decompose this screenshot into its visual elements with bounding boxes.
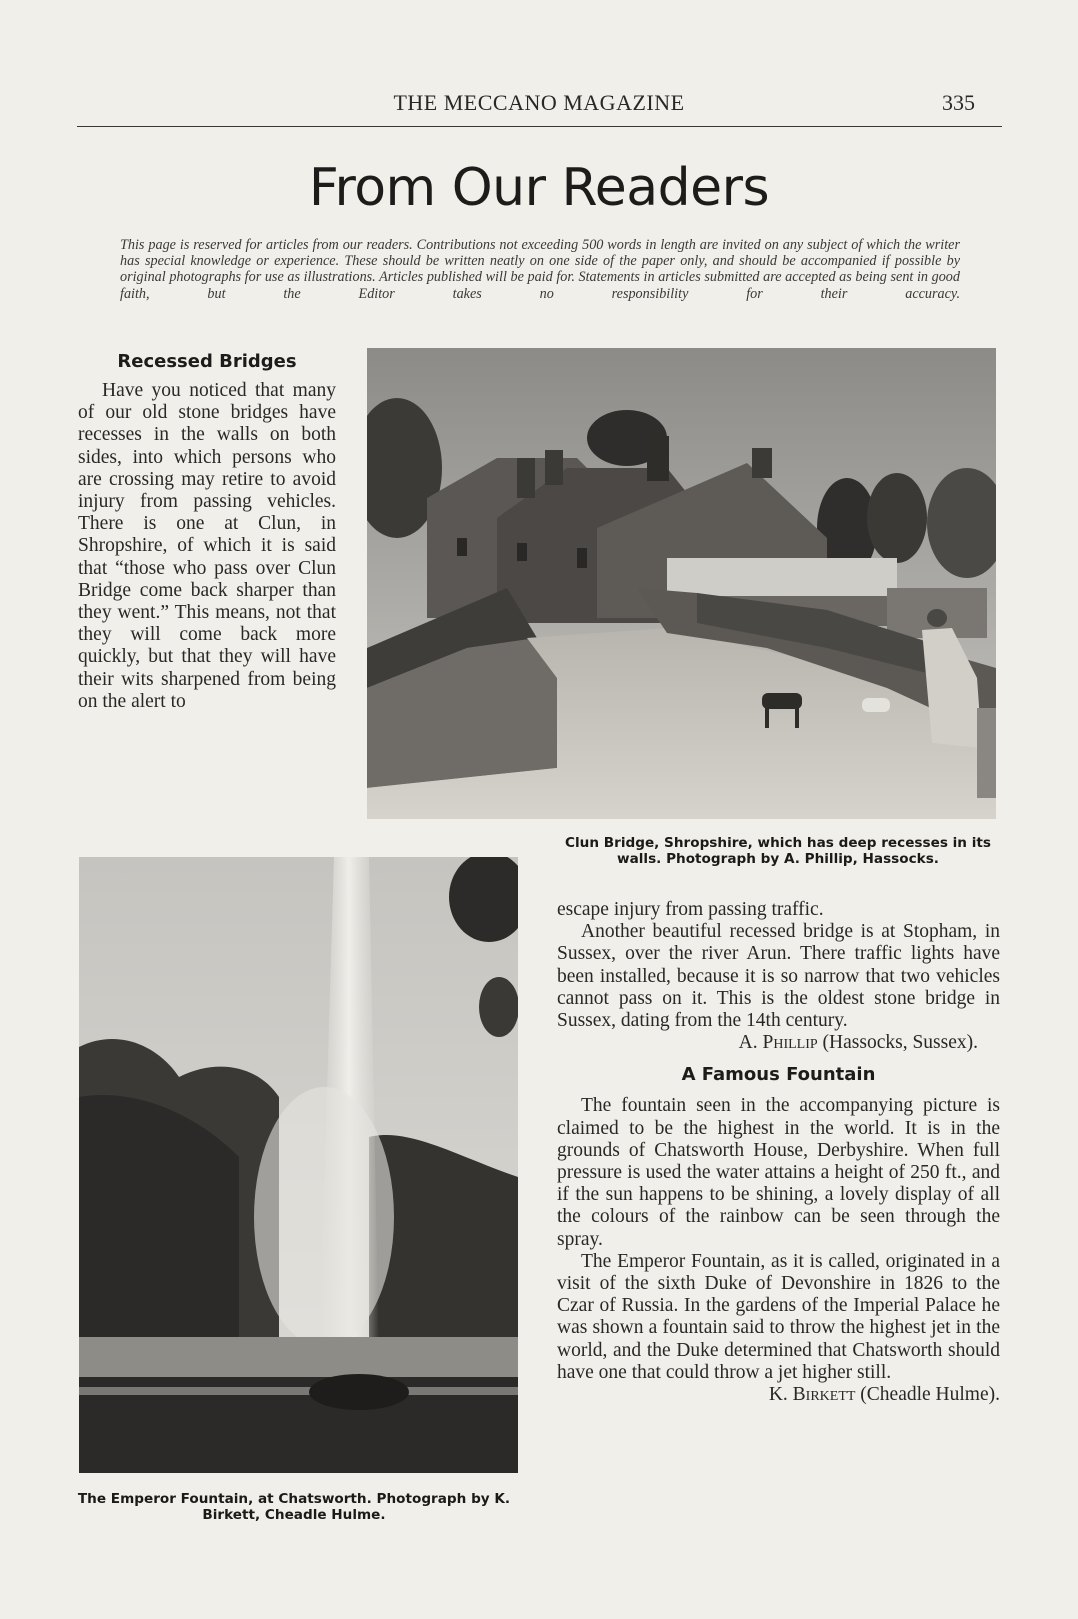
clun-bridge-photo [367,348,996,819]
article-paragraph: Have you noticed that many of our old stone bridges have recesses in the walls on both sides, into which persons who are crossing may retire to avoid injury from passing vehicles. There is one at Clun, in Shropshire, of which it is said that “those who pass over Clun Bridge come back sharper than they went.” This means, not that they will come back more quickly, but that they will have their wits sharpened from being on the alert to [78,380,336,712]
author-location: (Hassocks, Sussex). [822,1032,978,1054]
article-paragraph: escape injury from passing traffic. [557,899,824,920]
article-paragraph: The fountain seen in the accompanying picture is claimed to be the highest in the world. It is in the grounds of Chatsworth House, Derbyshire. When full pressure is used the water attains a height of 250 ft., and if the sun happens to be shining, a lovely display of all the colours of the rainbow can be seen through the spray. [557,1095,1000,1250]
author-location: (Cheadle Hulme). [860,1384,1000,1406]
article-paragraph: Another beautiful recessed bridge is at Stopham, in Sussex, over the river Arun. There traffic lights have been installed, because it is so narrow that two vehicles cannot pass on it. This is the oldest stone bridge in Sussex, dating from the 14th century. [557,921,1000,1032]
fountain-photo-caption: The Emperor Fountain, at Chatsworth. Photograph by K. Birkett, Cheadle Hulme. [77,1491,511,1523]
page-number: 335 [942,90,975,115]
author-signature [557,1384,1000,1406]
article-recessed-bridges [78,351,336,713]
author-name: K. Birkett [768,1384,856,1406]
right-column [557,899,1000,1406]
page-title: From Our Readers [308,158,770,218]
article-heading: A Famous Fountain [681,1064,876,1086]
bridge-photo-caption: Clun Bridge, Shropshire, which has deep recesses in its walls. Photograph by A. Phillip, Hassocks. [565,835,991,867]
intro-notice: This page is reserved for articles from our readers. Contributions not exceeding 500 words in length are invited on any subject of which the writer has special knowledge or experience. These should be written neatly on one side of the paper only, and should be accompanied if possible by original photographs for use as illustrations. Articles published will be paid for. Statements in articles submitted are accepted as being sent in good faith, but the Editor takes no responsibility for their accuracy. [120,237,960,302]
author-signature [557,1032,1000,1054]
emperor-fountain-photo [79,857,518,1473]
author-name: A. Phillip [738,1032,818,1054]
article-paragraph: The Emperor Fountain, as it is called, originated in a visit of the sixth Duke of Devonshire in 1826 to the Czar of Russia. In the gardens of the Imperial Palace he was shown a fountain said to throw the highest jet in the world, and the Duke determined that Chatsworth should have one that could throw a jet higher still. [557,1250,1000,1383]
article-heading: Recessed Bridges [117,351,297,372]
running-head: THE MECCANO MAGAZINE [393,90,685,115]
header-rule [77,126,1002,127]
